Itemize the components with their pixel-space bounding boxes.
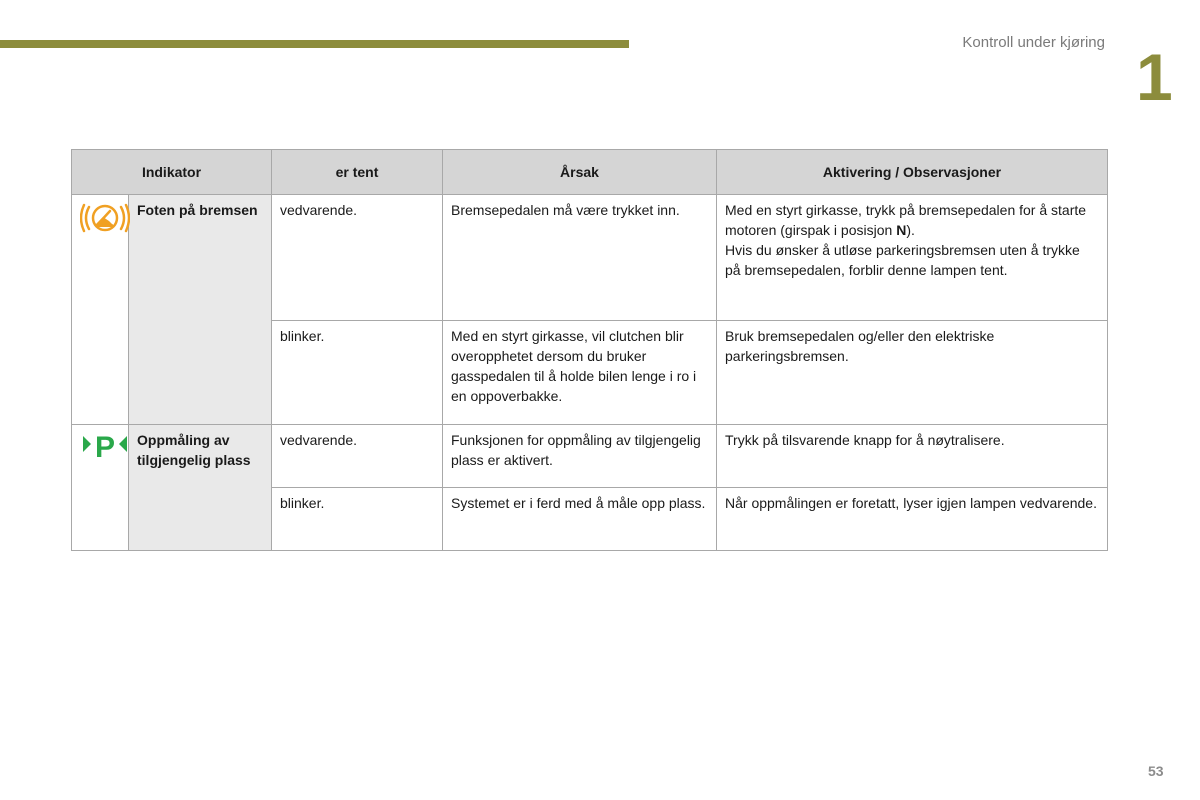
action-cell: Trykk på tilsvarende knapp for å nøytralisere. <box>717 425 1108 488</box>
action-text-line2: Hvis du ønsker å utløse parkeringsbremsen uten å trykke på bremsepedalen, forblir denne lampen tent. <box>725 242 1080 278</box>
cause-cell: Bremsepedalen må være trykket inn. <box>443 195 717 321</box>
state-cell: blinker. <box>272 321 443 425</box>
indicator-name-foot-on-brake: Foten på bremsen <box>129 195 272 425</box>
svg-text:P: P <box>94 431 116 464</box>
action-text-end: ). <box>906 222 915 238</box>
indicator-name-parking-space: Oppmåling av tilgjengelig plass <box>129 425 272 551</box>
state-cell: blinker. <box>272 488 443 551</box>
state-cell: vedvarende. <box>272 425 443 488</box>
header-accent-bar <box>0 40 629 48</box>
parking-space-measure-icon <box>80 430 130 469</box>
page-number: 53 <box>1148 763 1164 779</box>
state-cell: vedvarende. <box>272 195 443 321</box>
action-cell <box>717 195 1108 321</box>
action-cell: Bruk bremsepedalen og/eller den elektriske parkeringsbremsen. <box>717 321 1108 425</box>
column-header-action: Aktivering / Observasjoner <box>717 150 1108 195</box>
cause-cell: Med en styrt girkasse, vil clutchen blir overopphetet dersom du bruker gasspedalen til å holde bilen lenge i ro i en oppoverbakke. <box>443 321 717 425</box>
cause-cell: Funksjonen for oppmåling av tilgjengelig plass er aktivert. <box>443 425 717 488</box>
table-header-row <box>72 150 1108 195</box>
chapter-number: 1 <box>1136 40 1173 114</box>
column-header-state: er tent <box>272 150 443 195</box>
table-row <box>72 195 1108 321</box>
indicator-icon-cell <box>72 425 129 551</box>
column-header-cause: Årsak <box>443 150 717 195</box>
table-row <box>72 425 1108 488</box>
section-title: Kontroll under kjøring <box>962 34 1105 51</box>
column-header-indicator: Indikator <box>72 150 272 195</box>
indicator-icon-cell <box>72 195 129 425</box>
cause-cell: Systemet er i ferd med å måle opp plass. <box>443 488 717 551</box>
action-cell: Når oppmålingen er foretatt, lyser igjen lampen vedvarende. <box>717 488 1108 551</box>
foot-on-brake-icon <box>80 200 130 241</box>
gear-position-label: N <box>896 222 907 238</box>
action-text: Med en styrt girkasse, trykk på bremsepedalen for å starte motoren (girspak i posisjon <box>725 202 1087 238</box>
indicator-table <box>71 149 1108 551</box>
